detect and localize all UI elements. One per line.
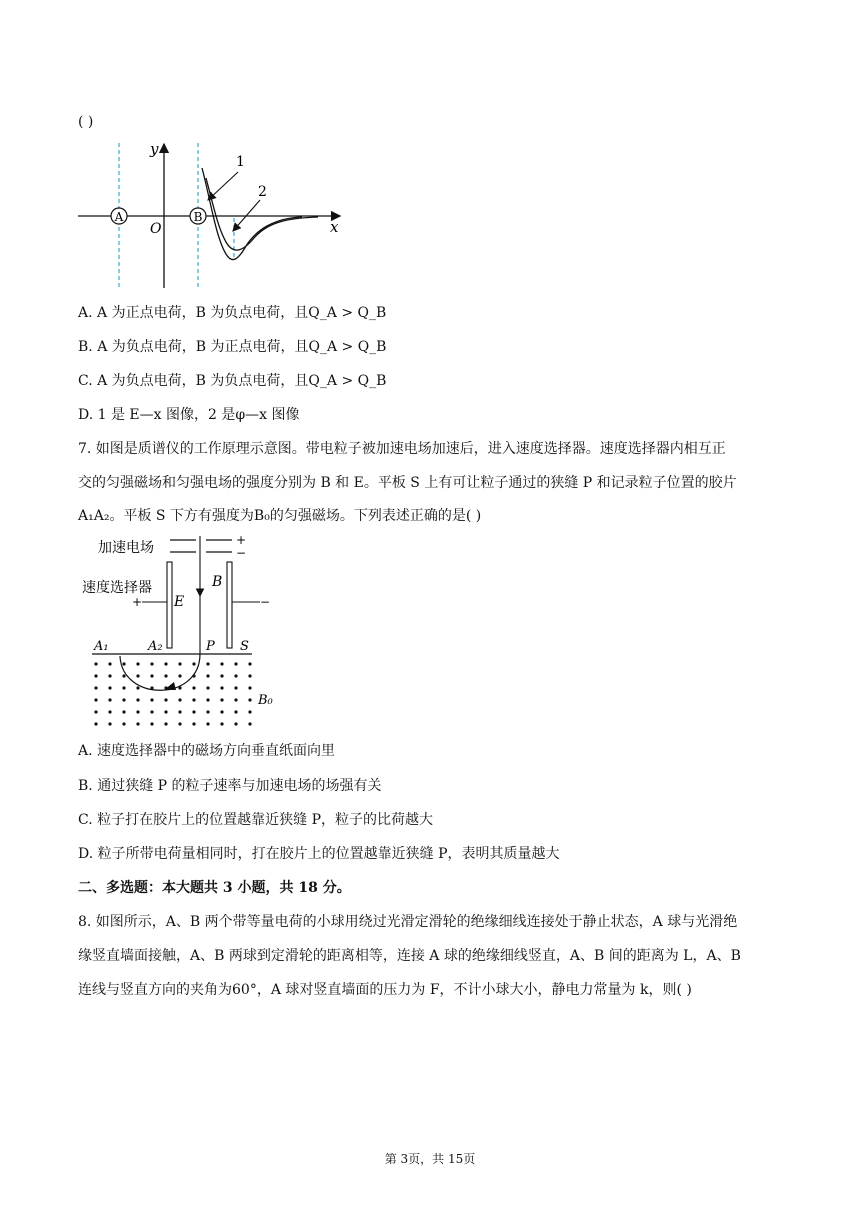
field-dot — [220, 722, 223, 725]
charge-a-label: A — [114, 210, 124, 224]
field-dot — [122, 686, 125, 689]
a2-label: A₂ — [148, 639, 163, 654]
field-dot — [234, 662, 237, 665]
field-dot — [178, 686, 181, 689]
field-dot — [206, 698, 209, 701]
field-dot — [178, 698, 181, 701]
field-dot — [164, 722, 167, 725]
field-dot — [108, 674, 111, 677]
velocity-selector-label: 速度选择器 — [82, 580, 152, 596]
accel-minus: − — [236, 546, 247, 560]
field-dot — [178, 710, 181, 713]
field-dot — [94, 686, 97, 689]
field-dot — [94, 662, 97, 665]
field-dot — [206, 674, 209, 677]
selector-plate-left — [167, 562, 172, 648]
q6-option-b: B. A 为负点电荷，B 为正点电荷，且Q_A > Q_B — [78, 339, 387, 355]
field-dot — [178, 674, 181, 677]
field-dot — [248, 722, 251, 725]
field-dot — [192, 674, 195, 677]
accel-field-label: 加速电场 — [98, 540, 154, 556]
axis-x-label: x — [330, 218, 339, 236]
selector-plate-right — [227, 562, 232, 648]
s-label: S — [240, 639, 249, 654]
field-dot — [108, 662, 111, 665]
q6-option-a: A. A 为正点电荷，B 为负点电荷，且Q_A > Q_B — [78, 305, 387, 321]
field-dot — [220, 710, 223, 713]
q8-stem-line3: 连线与竖直方向的夹角为60°，A 球对竖直墙面的压力为 F，不计小球大小，静电力常量为 k，则( ) — [78, 982, 692, 998]
q6-figure — [78, 138, 348, 290]
particle-trajectory — [120, 654, 200, 690]
field-dot — [234, 674, 237, 677]
field-dot — [248, 662, 251, 665]
curve-1-label: 1 — [236, 154, 245, 170]
p-label: P — [206, 639, 215, 654]
field-dot — [150, 662, 153, 665]
field-dot — [248, 710, 251, 713]
b0-dot-field — [94, 662, 251, 725]
field-dot — [248, 698, 251, 701]
field-dot — [164, 662, 167, 665]
field-dot — [206, 722, 209, 725]
selector-minus: − — [260, 595, 271, 609]
field-dot — [220, 662, 223, 665]
q6-option-d: D. 1 是 E—x 图像，2 是φ—x 图像 — [78, 407, 300, 423]
field-dot — [150, 698, 153, 701]
q7-option-b: B. 通过狭缝 P 的粒子速率与加速电场的场强有关 — [78, 778, 382, 794]
field-dot — [234, 722, 237, 725]
q8-stem-line2: 缘竖直墙面接触，A、B 两球到定滑轮的距离相等，连接 A 球的绝缘细线竖直，A、B 间的距离为 L，A、B — [78, 948, 741, 964]
field-dot — [164, 674, 167, 677]
q7-stem-line1: 7. 如图是质谱仪的工作原理示意图。带电粒子被加速电场加速后，进入速度选择器。速度选择器内相互正 — [78, 441, 726, 457]
field-dot — [192, 710, 195, 713]
page-footer: 第 3页，共 15页 — [384, 1152, 476, 1166]
curve-1-pointer — [208, 172, 238, 200]
section-2-heading: 二、多选题：本大题共 3 小题，共 18 分。 — [78, 880, 351, 896]
field-dot — [248, 686, 251, 689]
b-field-label: B — [212, 574, 223, 590]
curve-2-label: 2 — [258, 184, 267, 200]
field-dot — [94, 698, 97, 701]
field-dot — [94, 674, 97, 677]
q7-option-c: C. 粒子打在胶片上的位置越靠近狭缝 P，粒子的比荷越大 — [78, 812, 433, 828]
field-dot — [136, 698, 139, 701]
field-dot — [122, 710, 125, 713]
e-field-label: E — [174, 594, 185, 610]
field-dot — [108, 722, 111, 725]
field-dot — [234, 710, 237, 713]
field-dot — [220, 686, 223, 689]
q7-mass-spectrometer-figure — [78, 532, 288, 732]
field-dot — [136, 710, 139, 713]
field-dot — [136, 686, 139, 689]
field-dot — [108, 710, 111, 713]
field-dot — [136, 662, 139, 665]
field-dot — [150, 674, 153, 677]
q6-answer-bracket: ( ) — [78, 114, 94, 130]
axis-y-label: y — [150, 140, 159, 158]
field-dot — [108, 686, 111, 689]
field-dot — [220, 674, 223, 677]
field-dot — [248, 674, 251, 677]
field-dot — [192, 662, 195, 665]
field-dot — [206, 686, 209, 689]
field-dot — [192, 698, 195, 701]
q7-stem-line3: A₁A₂。平板 S 下方有强度为B₀的匀强磁场。下列表述正确的是( ) — [78, 508, 482, 524]
field-dot — [178, 722, 181, 725]
b0-label: B₀ — [258, 693, 273, 708]
field-dot — [108, 698, 111, 701]
field-dot — [122, 662, 125, 665]
q7-stem-line2: 交的匀强磁场和匀强电场的强度分别为 B 和 E。平板 S 上有可让粒子通过的狭缝 P 和记录粒子位置的胶片 — [78, 475, 737, 491]
q6-option-c: C. A 为负点电荷，B 为负点电荷，且Q_A > Q_B — [78, 373, 387, 389]
field-dot — [122, 674, 125, 677]
field-dot — [206, 662, 209, 665]
accel-plus: + — [236, 533, 247, 547]
field-dot — [164, 686, 167, 689]
field-dot — [150, 686, 153, 689]
field-dot — [164, 698, 167, 701]
charge-b-label: B — [193, 210, 203, 224]
field-dot — [122, 722, 125, 725]
q7-option-a: A. 速度选择器中的磁场方向垂直纸面向里 — [78, 743, 336, 759]
field-dot — [136, 722, 139, 725]
field-dot — [136, 674, 139, 677]
selector-plus: + — [132, 595, 143, 609]
origin-label: O — [150, 221, 162, 237]
field-dot — [192, 686, 195, 689]
a1-label: A₁ — [94, 639, 109, 654]
q7-option-d: D. 粒子所带电荷量相同时，打在胶片上的位置越靠近狭缝 P，表明其质量越大 — [78, 846, 560, 862]
field-dot — [206, 710, 209, 713]
q8-stem-line1: 8. 如图所示，A、B 两个带等量电荷的小球用绕过光滑定滑轮的绝缘细线连接处于静止状态，A 球与光滑绝 — [78, 914, 738, 930]
field-dot — [234, 698, 237, 701]
field-dot — [94, 710, 97, 713]
field-dot — [164, 710, 167, 713]
field-dot — [122, 698, 125, 701]
curve-1 — [202, 168, 302, 260]
field-dot — [150, 722, 153, 725]
field-dot — [150, 710, 153, 713]
field-dot — [192, 722, 195, 725]
field-dot — [178, 662, 181, 665]
field-dot — [234, 686, 237, 689]
field-dot — [94, 722, 97, 725]
field-dot — [220, 698, 223, 701]
